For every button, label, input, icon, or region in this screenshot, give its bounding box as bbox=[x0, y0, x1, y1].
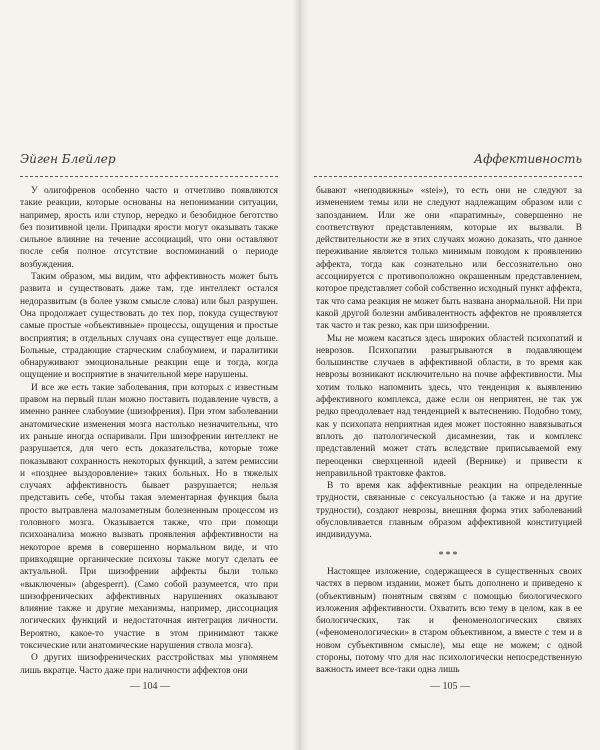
paragraph: И все же есть такие заболевания, при которых с известным правом на первый план можно поставить подавление чувств, а именно раннее слабоумие (шизофрения). При этом заболевании анатомические изменения мозга настолько незначительны, что их раньше иногда оспаривали. При шизофрении интеллект не разрушается, для чего есть доказательства, которые тоже показывают сохранность некоторых функций, а затем ремиссии и «позднее выздоровление» таких больных. Но в тяжелых случаях аффективность бывает разрушается; нельзя представить себе, чтобы такая элементарная функция была просто вытравлена малозаметным болезненным процессом из головного мозга. Оказывается также, что при помощи психоанализа можно вызвать проявления аффективности на некоторое время в совершенно нормальном виде, и что привходящие органические психозы также могут сделать ее актуальной. При шизофрении аффекты были только «выключены» (abgesperrt). (Само собой разумеется, что при шизофренических аффективных нарушениях оказывают влияние также и другие механизмы, например, диссоциация логических функций и недостаточная интеграция личности. Вероятно, какое-то участие в этом принимают также токсические или анатомические нарушения ствола мозга). bbox=[20, 382, 278, 651]
right-page bbox=[300, 0, 600, 750]
paragraph: бывают «неподвижны» «stei»), то есть они не следуют за изменением темы или не следуют надлежащим образом или с запозданием. Или же они «паратимны», совершенно не соответствуют представлениям, которые их вызвали. В действительности же в этих случаях можно доказать, что данное переживание является только минимым поводом к проявлению аффекта, тогда как сознательно или бессознательно оно ассоциируется с противоположно окрашенным представлением, которое представляет собой собственно исходный пункт аффекта, так что сама реакция не может быть названа анормальной. Ни при какой другой болезни амбивалентность аффектов не проявляется так часто и так резко, как при шизофрении. bbox=[316, 186, 582, 332]
page-number: — 105 — bbox=[430, 681, 470, 692]
paragraph: У олигофренов особенно часто и отчетливо появляются такие реакции, которые основаны на непонимании ситуации, например, ярость или ступор, нередко и безобидное беготство без позитивной цели. Припадки ярости могут оказывать также сильное влияние на течение ассоциаций, что они оставляют после себя полное отсутствие воспоминаний о периоде возбуждения. bbox=[20, 186, 278, 270]
paragraph: О других шизофренических расстройствах мы упомянем лишь вкратце. Часто даже при наличности аффектов они bbox=[20, 653, 278, 676]
paragraph: Мы не можем касаться здесь широких областей психопатий и неврозов. Психопатии разыгрываются в подавляющем большинстве случаев в аффективной области, в то время как неврозы возникают исключительно на почве аффективности. Мы хотим только напомнить здесь, что тенденция к выявлению аффективного комплекса, даже если он неприятен, не так уж редко преодолевает над тенденцией к вытеснению. Подобно тому, как у психопата неприятная идея может постоянно навязываться вплоть до патологической дисамнезии, так и комплекс представлений может стать вследствие приписываемой ему переоценки сверхценной идеей (Вернике) и привести к неправильной трактовке фактов. bbox=[316, 333, 582, 479]
running-head-author: Эйген Блейлер bbox=[20, 152, 116, 166]
section-separator: *** bbox=[438, 549, 460, 561]
paragraph: Таким образом, мы видим, что аффективность может быть развита и существовать даже там, где интеллект остался недоразвитым (в более узком смысле слова) или был разрушен. Она продолжает существовать до тех пор, покуда существуют самые простые «объективные» процессы, ощущения и простые восприятия; в отдельных случаях она существует еще дольше. Больные, страдающие старческим слабоумием, и паралитики обнаруживают эмоциональные реакции еще и тогда, когда ощущение и восприятие в значительной мере нарушены. bbox=[20, 272, 278, 381]
right-text-block bbox=[316, 185, 582, 677]
paragraph: В то время как аффективные реакции на определенные трудности, связанные с сексуальностью (а также и на другие трудности), создают неврозы, внешняя форма этих заболеваний обусловливается главным образом аффективной конституцией индивидуума. bbox=[316, 481, 582, 541]
left-text-block bbox=[20, 185, 278, 677]
running-head-chapter: Аффективность bbox=[474, 152, 582, 166]
header-rule bbox=[314, 176, 582, 177]
paragraph: Настоящее изложение, содержащееся в существенных своих частях в первом издании, может быть дополнено и приведено к (объективным) понятным связям с помощью биологического изложения аффективности. Охватить всю тему в целом, как в ее биологических, так и феноменологических связях («феноменологически» в старом объективном, а вместе с тем и в новом субъективном смысле), мы еще не можем; с одной стороны, потому что для нас психологически непосредственную важность имеет все-таки одна лишь bbox=[316, 566, 582, 676]
page-number: — 104 — bbox=[130, 681, 170, 692]
header-rule bbox=[20, 176, 278, 177]
